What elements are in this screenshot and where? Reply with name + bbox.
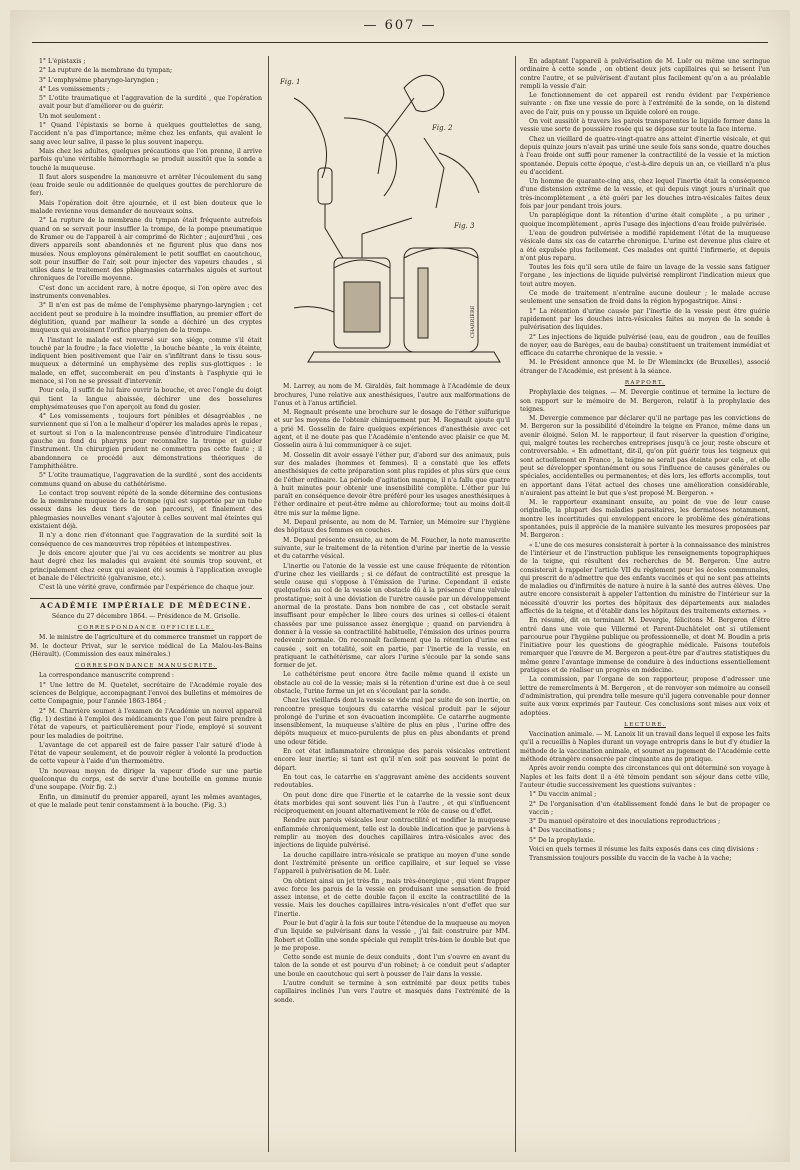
- paragraph: Vaccination animale. — M. Lanoix lit un travail dans lequel il expose les faits qu'il a recueillis à Naples durant un voyage entrepris dans le but d'y étudier la méthode de la vaccination animale, et soumet au jugement de l'Académie cette méthode étrangère consacrée par cinquante ans de pratique.: [520, 731, 770, 764]
- paragraph: 2° La rupture de la membrane du tympan était fréquente autrefois quand on se servait pour insuffler la trompe, de la pompe pneumatique de Kramer ou de l'appareil à air comprimé de Richter ; aujourd'hui , ces divers appareils sont abandonnés et ne figurent plus que dans nos musées. Nous employons généralement le petit soufflet en caoutchouc, soit pour insuffler de l'air, soit pour injecter des vapeurs chaudes , si utiles dans le traitement des phlegmasies catarrhales aiguës et surtout chroniques de l'oreille moyenne.: [30, 217, 262, 283]
- list-item: 3° L'emphysème pharyngo-laryngien ;: [39, 76, 159, 84]
- paragraph: En tout cas, le catarrhe en s'aggravant amène des accidents souvent redoutables.: [274, 773, 510, 790]
- paragraph: La douche capillaire intra-vésicale se pratique au moyen d'une sonde dont l'extrémité présente un orifice capillaire, et sur lequel se visse l'appareil à pulvérisation de M. Luër.: [274, 851, 510, 876]
- paragraph: A l'instant le malade est renversé sur son siége, comme s'il était touché par la foudre ; la face violette , la bouche béante , la voix éteinte, indiquent bien positivement que l'air en s'infiltrant dans le tissu sous-muqueux a déterminé un emphysème des replis sus-glottiques : le malade, en effet, succomberait en peu d'instants à l'asphyxie qui le menace, si l'on ne se pressait d'intervenir.: [30, 336, 262, 385]
- paragraph: On voit aussitôt à travers les parois transparentes le liquide former dans la vessie une sorte de poussière rosée qui se dépose sur toute la face interne.: [520, 118, 770, 134]
- list-item: 4° Des vaccinations ;: [529, 827, 595, 835]
- header-rule: [32, 42, 768, 43]
- paragraph: L'inertie ou l'atonie de la vessie est une cause fréquente de rétention d'urine chez les vieillards ; si ce défaut de contractilité est presque la seule cause qui s'oppose à l'émission de l'urine. Cependant il existe quelquefois au col de la vessie un obstacle dû à la présence d'une valvule prostatique; soit à une déviation de l'urètre causée par un développement anormal de la prostate. Dans bon nombre de cas , cet obstacle serait insuffisant pour empêcher le libre cours des urines si celles-ci étaient chassées par une puissance assez énergique ; quand on parviendra à donner à la vessie sa contractilité habituelle, l'émission des urines pourra redevenir normale. On reconnaît facilement que la rétention d'urine est causée , soit en totalité, soit en partie, par l'inertie de la vessie, en pratiquant le cathétérisme, car alors l'urine s'écoule par la sonde sans former de jet.: [274, 562, 510, 670]
- paragraph: M. Regnault présente une brochure sur le dosage de l'éther sulfurique et sur les moyens de l'obtenir chimiquement pur. M. Regnault ajoute qu'il a prié M. Gosselin de faire quelques expériences d'anesthésie avec cet agent, et il ne doute pas que l'Académie n'entende avec plaisir ce que M. Gosselin aura à lui communiquer à ce sujet.: [274, 409, 510, 450]
- tube-shape: [344, 118, 396, 196]
- paragraph: Un homme de quarante-cinq ans, chez lequel l'inertie était la conséquence d'une distension extrême de la vessie, et qui depuis vingt jours n'urinait que très-incomplètement , a été guéri par les douches intra-vésicales faites deux fois par jour pendant trois jours.: [520, 178, 770, 211]
- paragraph: 1° Quand l'épistaxis se borne à quelques gouttelettes de sang, l'accident n'a pas d'importance; même chez les enfants, qui avalent le sang avec leur salive, il passe le plus souvent inaperçu.: [30, 122, 262, 146]
- paragraph: On peut donc dire que l'inertie et le catarrhe de la vessie sont deux états morbides qui sont souvent liés l'un à l'autre , et qui s'influencent réciproquement en jouant alternativement le rôle de cause ou d'effet.: [274, 791, 510, 816]
- paragraph: Voici en quels termes il résume les faits exposés dans ces cinq divisions :: [529, 846, 759, 854]
- paragraph: L'autre conduit se termine à son extrémité par deux petits tubes capillaires inclinés l'un vers l'autre et masqués dans l'extrémité de la sonde.: [274, 980, 510, 1004]
- tube-shape: [424, 138, 444, 208]
- paragraph: « L'une de ces mesures consisterait à porter à la connaissance des ministres de l'intérieur et de l'instruction publique les renseignements topographiques de la teigne, qui résultent des recherches de M. Bergeron. Une autre consisterait à rappeler l'article VII du règlement pour les écoles communales, qui prescrit de n'admettre que des enfants vaccinés et qui ne sont pas atteints de maladies ou d'infirmités de nature à nuire à la santé des autres élèves. Une autre encore consisterait à appeler l'attention du ministre de l'intérieur sur la nécessité d'ouvrir les portes des hôpitaux des départements aux malades affectés de la teigne, et d'établir dans les hôpitaux des traitements externes. »: [520, 541, 770, 615]
- page-number: — 607 —: [363, 18, 437, 33]
- list-item: 5° L'otite traumatique et l'aggravation de la surdité , que l'opération avait pour but d'améliorer ou de guérir.: [39, 95, 262, 111]
- list-item: 3° Du manuel opératoire et des inoculations reproductrices ;: [529, 818, 721, 826]
- fig1-label: Fig. 1: [280, 78, 301, 86]
- article-body: [30, 113, 262, 593]
- column-left: [30, 58, 262, 1148]
- correspondance-manuscrite-heading: CORRESPONDANCE MANUSCRITE.: [75, 663, 217, 670]
- list-item: 1° L'épistaxis ;: [39, 58, 86, 65]
- paragraph: Il faut alors suspendre la manœuvre et arrêter l'écoulement du sang (eau froide seule ou additionnée de quelques gouttes de perchlorure de fer).: [30, 173, 262, 198]
- thermometer-shape: [418, 268, 428, 338]
- fig3-label: Fig. 3: [454, 222, 475, 230]
- paragraph: On obtient ainsi un jet très-fin , mais très-énergique , qui vient frapper avec force les parois de la vessie en produisant une sensation de froid assez intense, et de cette double façon il excite la contractilité de la vessie. Mais les douches capillaires intra-vésicales n'ont d'effet que sur l'inertie.: [274, 877, 510, 918]
- paragraph: Après avoir rendu compte des circonstances qui ont déterminé son voyage à Naples et les faits dont il a été témoin pendant son séjour dans cette ville, l'auteur étudie successivement les questions suivantes :: [520, 765, 770, 789]
- paragraph: En résumé, dit en terminant M. Devergie, félicitons M. Bergeron d'être entré dans une voie que Villermé et Parent-Duchâtelet ont si utilement parcourue pour l'hygiène publique ou professionnelle, et dont M. Boudin a pris l'initiative pour les questions de géographie médicale. Faisons toutefois remarquer que l'œuvre de M. Bergeron a peut-être par d'autres statistiques du même genre l'avantage immense de conduire à des inductions essentiellement pratiques et de réaliser un progrès en médecine.: [520, 617, 770, 675]
- list-item: 2° De l'organisation d'un établissement fondé dans le but de propager ce vaccin ;: [529, 800, 770, 816]
- apparatus-illustration: [274, 58, 510, 374]
- paragraph: L'avantage de cet appareil est de faire passer l'air saturé d'iode à l'état de vapeur seulement, et de pouvoir régler à volonté la production de cette vapeur à l'aide d'un thermomètre.: [30, 741, 262, 766]
- paragraph: Un nouveau moyen de diriger la vapeur d'iode sur une partie quelconque du corps, est de servir d'une bouteille en gomme munie d'une soupape. (Voir fig. 2.): [30, 767, 262, 792]
- column-separator: [515, 56, 516, 1152]
- paragraph: 1° Une lettre de M. Quetelet, secrétaire de l'Académie royale des sciences de Belgique, accompagnant l'envoi des bulletins et mémoires de cette Compagnie, pour l'année 1863-1864 ;: [30, 681, 262, 706]
- boiler-window-shape: [344, 282, 380, 332]
- paragraph: Mais chez les adultes, quelques précautions que l'on prenne, il arrive parfois qu'une véritable hémorrhagie se produit aussitôt que la sonde a touché la muqueuse.: [30, 147, 262, 172]
- paragraph: Transmission toujours possible du vaccin de la vache à la vache;: [529, 855, 732, 863]
- section-title: ACADÉMIE IMPÉRIALE DE MÉDECINE.: [30, 598, 262, 610]
- maker-label: CHARRIÈRE: [470, 305, 476, 338]
- paragraph: M. le rapporteur examinant ensuite, au point de vue de leur cause originelle, la plupart des maladies parasitaires, les dermatoses notamment, montre les incertitudes qui enveloppent encore le problème des générations spontanées, puis il apprécie de la manière suivante les mesures proposées par M. Bergeron :: [520, 499, 770, 540]
- paragraph: 5° L'otite traumatique, l'aggravation de la surdité , sont des accidents communs quand on abuse du cathétérisme.: [30, 472, 262, 488]
- paragraph: C'est là une vérité grave, confirmée par l'expérience de chaque jour.: [39, 584, 255, 592]
- paragraph: M. Depaul présente, au nom de M. Tarnier, un Mémoire sur l'hygiène des hôpitaux des femmes en couches.: [274, 519, 510, 535]
- list-item: 1° Du vaccin animal ;: [529, 791, 597, 799]
- paragraph: Chez les vieillards dont la vessie se vide mal par suite de son inertie, on rencontre presque toujours du catarrhe vésical produit par le séjour prolongé de l'urine et son évacuation incomplète. Ce catarrhe augmente insensiblement, la muqueuse s'altère de plus en plus , l'urine offre des dépôts muqueux et muco-purulents de plus en plus abondants et prend une odeur fétide.: [274, 697, 510, 746]
- fig2-label: Fig. 2: [432, 124, 453, 132]
- paragraph: La commission, par l'organe de son rapporteur, propose d'adresser une lettre de remercîments à M. Bergeron , et de renvoyer son mémoire au conseil d'administration, qui prendra telle mesure qu'il jugera convenable pour donner suite aux vœux exprimés par l'auteur. Ces conclusions sont mises aux voix et adoptées.: [520, 676, 770, 717]
- list-item: 2° La rupture de la membrane du tympan;: [39, 67, 173, 75]
- rapport-heading: RAPPORT.: [624, 379, 666, 386]
- tube-shape: [294, 98, 327, 178]
- paragraph: 3° Il n'en est pas de même de l'emphysème pharyngo-laryngien ; cet accident peut se produire à la moindre insufflation, au premier effort de déglutition, quand par malheur la sonde a déchiré un des cryptes muqueux qui avoisinent l'orifice pharyngien de la trompe.: [30, 302, 262, 335]
- paragraph: 2° Les injections de liquide pulvérisé (eau, eau de goudron , eau de feuilles de noyer, eau de Barèges, eau de bauba) constituent un traitement immédiat et efficace du catarrhe chronique de la vessie. »: [520, 333, 770, 358]
- column-separator: [268, 56, 269, 1152]
- correspondance-officielle-heading: CORRESPONDANCE OFFICIELLE.: [77, 625, 215, 631]
- paragraph: Je dois encore ajouter que j'ai vu ces accidents se montrer au plus haut degré chez les malades qui avaient été soumis trop souvent, et principalement chez ceux qui avaient été soumis à l'application aveugle et banale de l'électricité (galvanisme, etc.).: [30, 549, 262, 582]
- paragraph: M. le Président annonce que M. le Dr Wleminckx (de Bruxelles), associé étranger de l'Académie, est présent à la séance.: [520, 359, 770, 375]
- paragraph: Pour cela, il suffit de lui faire ouvrir la bouche, et avec l'ongle du doigt qui tient la langue abaissée, déchirer une des bosselures emphysémateuses que l'on aperçoit au fond du gosier.: [30, 387, 262, 411]
- tube-shape: [325, 204, 343, 258]
- paragraph: Rendre aux parois vésicales leur contractilité et modifier la muqueuse enflammée chroniquement, telle est la double indication que je parviens à remplir au moyen des douches capillaires intra-vésicales avec des injections de liquide pulvérisé.: [274, 817, 510, 850]
- column-middle: [274, 58, 510, 1148]
- paragraph: Enfin, un diminutif du premier appareil, ayant les mêmes avantages, et que le malade peut tenir constamment à la bouche. (Fig. 3.): [30, 793, 262, 809]
- tube-shape: [439, 153, 479, 193]
- paragraph: L'eau de goudron pulvérisée a modifié rapidement l'état de la muqueuse vésicale dans six cas de catarrhe chronique. L'urine est devenue plus claire et a été expulsée plus facilement. Ces malades ont quitté l'infirmerie, et depuis n'ont plus reparu.: [520, 229, 770, 262]
- paragraph: Ce mode de traitement n'entraîne aucune douleur ; le malade accuse seulement une sensation de froid dans la région hypogastrique. Ainsi :: [520, 290, 770, 306]
- paragraph: M. Depaul présente ensuite, au nom de M. Foucher, la note manuscrite suivante, sur le traitement de la rétention d'urine par inertie de la vessie et du catarrhe vésical.: [274, 536, 510, 561]
- newspaper-page: [10, 10, 790, 1162]
- paragraph: En adaptant l'appareil à pulvérisation de M. Luër ou même une seringue ordinaire à cette sonde , on obtient deux jets capillaires qui se brisent l'un contre l'autre, et se pulvérisent d'autant plus facilement qu'on a au préalable rempli la vessie d'air.: [520, 58, 770, 90]
- paragraph: 4° Les vomissements , toujours fort pénibles et désagréables , ne surviennent que si l'on a le malheur d'opérer les malades après le repas , et surtout si l'on a la malencontreuse pensée d'introduire l'indicateur gauche au fond du pharynx pour reconnaître la trompe et guider l'instrument. Un chirurgien prudent ne commettra pas cette faute ; il abandonnera ce procédé aux démonstrations théoriques de l'amphithéâtre.: [30, 413, 262, 470]
- list-item: 4° Les vomissements ;: [39, 85, 110, 93]
- paragraph: M. le ministre de l'agriculture et du commerce transmet un rapport de M. le docteur Privat, sur le service médical de La Malou-les-Bains (Hérault). (Commission des eaux minérales.): [30, 634, 262, 658]
- paragraph: 1° La rétention d'urine causée par l'inertie de la vessie peut être guérie rapidement par les douches intra-vésicales faites au moyen de la sonde à pulvérisation des liquides.: [520, 307, 770, 332]
- paragraph: C'est donc un accident rare, à notre époque, si l'on opère avec des instruments convenables.: [30, 284, 262, 301]
- paragraph: La correspondance manuscrite comprend :: [39, 672, 174, 680]
- rubber-bottle-shape: [404, 75, 444, 111]
- paragraph: M. Gosselin dit avoir essayé l'éther pur, d'abord sur des animaux, puis sur des malades (hommes et femmes). Il a constaté que les effets anesthésiques de cette préparation sont plus rapides et plus sûrs que ceux de l'éther ordinaire. La période d'agitation manque, il n'a fallu que quatre à huit minutes pour obtenir une insensibilité complète. L'éther pur lui paraît en conséquence devoir être préféré pour les usages anesthésiques à l'éther ordinaire et peut-être même au chloroforme; tout au moins doit-il être mis sur la même ligne.: [274, 451, 510, 517]
- paragraph: Le fonctionnement de cet appareil est rendu évident par l'expérience suivante : on fixe une vessie de porc à l'extrémité de la sonde, on la distend avec de l'air, puis on y pousse un liquide coloré en rouge.: [520, 92, 770, 116]
- paragraph: M. Devergie commence par déclarer qu'il ne partage pas les convictions de M. Bergeron sur la possibilité d'éteindre la teigne en France, même dans un avenir éloigné. Selon M. le rapporteur, il faut réserver la question d'origine, qui, malgré toutes les recherches entreprises jusqu'à ce jour, reste obscure et controversable. « En admettant, dit-il, qu'on pût guérir tous les teigneux qui sont actuellement en France , la teigne ne serait pas éteinte pour cela , et elle peut se développer spontanément ou sous l'influence de causes générales ou spéciales, accidentelles ou permanentes; et dès lors, les efforts accomplis, tout en apportant dans l'état actuel des choses une amélioration considérable, n'auraient pas atteint le but que s'est proposé M. Bergeron. »: [520, 415, 770, 497]
- paragraph: En cet état inflammatoire chronique des parois vésicales entretient encore leur inertie; si tant est qu'il n'en soit pas souvent le point de départ.: [274, 748, 510, 772]
- small-vessel-shape: [318, 168, 332, 204]
- paragraph: Un mot seulement :: [39, 112, 101, 120]
- base-plate-shape: [308, 352, 500, 362]
- paragraph: Il n'y a donc rien d'étonnant que l'aggravation de la surdité soit la conséquence de ces manœuvres trop répétées et intempestives.: [30, 532, 262, 548]
- lecture-heading: LECTURE.: [624, 721, 666, 728]
- paragraph: Toutes les fois qu'il sera utile de faire un lavage de la vessie sans fatiguer l'organe , les injections de liquide pulvérisé rempliront l'indication mieux que tout autre moyen.: [520, 264, 770, 288]
- accident-list: [30, 58, 262, 112]
- paragraph: Mais l'opération doit être ajournée, et il est bien douteux que le malade revienne vous demander de nouveaux soins.: [30, 199, 262, 216]
- paragraph: M. Larrey, au nom de M. Giraldès, fait hommage à l'Académie de deux brochures, l'une relative aux anesthésiques, l'autre aux malformations de l'anus et à l'anus artificiel.: [274, 383, 510, 407]
- paragraph: Le cathétérisme peut encore être facile même quand il existe un obstacle au col de la vessie; mais si la rétention d'urine est due à ce seul obstacle, l'urine forme un jet en s'écoulant par la sonde.: [274, 671, 510, 695]
- paragraph: Le contact trop souvent répété de la sonde détermine des contusions de la membrane muqueuse de la trompe (qui est supportée par un tube osseux dans les deux tiers de son parcours), et finalement des phlegmasies nouvelles venant s'ajouter à celles souvent mal éteintes qui existaient déjà.: [30, 489, 262, 531]
- paragraph: Cette sonde est munie de deux conduits , dont l'un s'ouvre en avant du talon de la sonde et est pourvu d'un robinet; à ce conduit peut s'adapter une boule en caoutchouc qui sert à pousser de l'air dans la vessie.: [274, 954, 510, 978]
- column-right: [520, 58, 770, 1148]
- paragraph: Prophylaxie des teignes. — M. Devergie continue et termine la lecture de son rapport sur le mémoire de M. Bergeron, relatif à la prophylaxie des teignes.: [520, 389, 770, 413]
- paragraph: Pour le but d'agir à la fois sur toute l'étendue de la muqueuse au moyen d'un liquide se pulvérisant dans la vessie , j'ai fait construire par MM. Robert et Collin une sonde spéciale qui remplit très-bien le double but que je me propose.: [274, 920, 510, 952]
- paragraph: Un paraplégique dont la rétention d'urine était complète , a pu uriner , quoique incomplètement , après l'usage des injections d'eau froide pulvérisée.: [520, 212, 770, 228]
- paragraph: Chez un vieillard de quatre-vingt-quatre ans atteint d'inertie vésicale, et qui depuis quinze jours n'avait pas uriné une seule fois sans sonde, quatre douches à l'eau froide ont suffi pour ramener la contractilité de la vessie et la miction spontanée. Depuis cette époque, c'est-à-dire depuis un an, ce vieillard n'a plus eu d'accident.: [520, 135, 770, 176]
- vaporizer-vessel-shape: [404, 248, 478, 352]
- session-line: Séance du 27 décembre 1864. — Présidence de M. Grisolle.: [51, 612, 241, 620]
- paragraph: 2° M. Charrière soumet à l'examen de l'Académie un nouvel appareil (fig. 1) destiné à l'emploi des médicaments que l'on peut faire prendre à l'état de vapeurs, et particulièrement pour l'iode, employé si souvent pour les maladies de poitrine.: [30, 707, 262, 740]
- list-item: 5° De la prophylaxie.: [529, 836, 596, 844]
